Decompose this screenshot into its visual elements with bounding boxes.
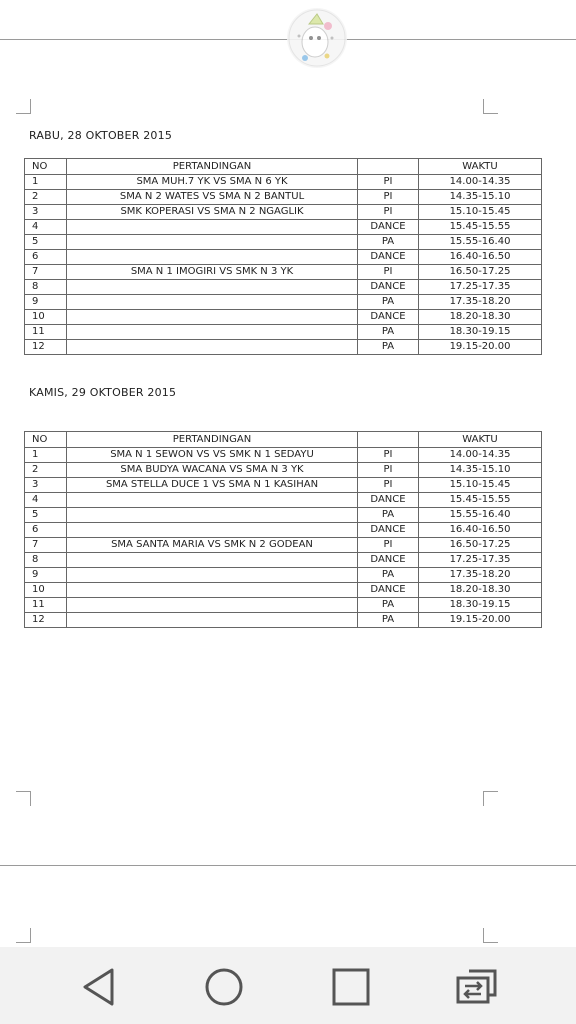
table-row xyxy=(25,205,542,220)
row-category: DANCE xyxy=(358,553,419,568)
row-match xyxy=(67,613,358,628)
row-time: 18.30-19.15 xyxy=(419,325,542,340)
row-number: 10 xyxy=(25,583,67,598)
table-row xyxy=(25,508,542,523)
row-category: PI xyxy=(358,205,419,220)
back-button[interactable] xyxy=(76,965,120,1009)
row-category: PA xyxy=(358,340,419,355)
table-row xyxy=(25,583,542,598)
row-number: 5 xyxy=(25,235,67,250)
row-match xyxy=(67,583,358,598)
row-time: 15.55-16.40 xyxy=(419,235,542,250)
row-category: PA xyxy=(358,295,419,310)
home-circle-icon xyxy=(204,967,244,1007)
row-time: 16.40-16.50 xyxy=(419,250,542,265)
table-row xyxy=(25,250,542,265)
row-number: 9 xyxy=(25,568,67,583)
table-row xyxy=(25,553,542,568)
row-category: PA xyxy=(358,235,419,250)
navigation-bar xyxy=(0,947,576,1024)
recents-square-icon xyxy=(332,968,370,1006)
row-time: 17.25-17.35 xyxy=(419,553,542,568)
row-match: SMA N 1 IMOGIRI VS SMK N 3 YK xyxy=(67,265,358,280)
row-category: PI xyxy=(358,265,419,280)
back-triangle-icon xyxy=(80,967,116,1007)
row-match xyxy=(67,568,358,583)
table-row xyxy=(25,340,542,355)
header-match: PERTANDINGAN xyxy=(67,432,358,448)
header-time: WAKTU xyxy=(419,159,542,175)
row-match xyxy=(67,295,358,310)
row-time: 14.35-15.10 xyxy=(419,463,542,478)
row-match xyxy=(67,523,358,538)
row-match xyxy=(67,340,358,355)
row-category: PA xyxy=(358,325,419,340)
table-row xyxy=(25,598,542,613)
header-match: PERTANDINGAN xyxy=(67,159,358,175)
row-number: 9 xyxy=(25,295,67,310)
row-match xyxy=(67,553,358,568)
table-row xyxy=(25,523,542,538)
row-category: PI xyxy=(358,175,419,190)
row-category: DANCE xyxy=(358,310,419,325)
row-number: 4 xyxy=(25,220,67,235)
table-header-row xyxy=(25,159,542,175)
row-match xyxy=(67,280,358,295)
row-time: 18.20-18.30 xyxy=(419,583,542,598)
row-category: PI xyxy=(358,448,419,463)
table-row xyxy=(25,463,542,478)
row-number: 8 xyxy=(25,280,67,295)
row-match xyxy=(67,493,358,508)
row-number: 12 xyxy=(25,613,67,628)
crop-mark-next-page-right xyxy=(483,928,498,943)
home-button[interactable] xyxy=(202,965,246,1009)
row-time: 16.50-17.25 xyxy=(419,538,542,553)
row-category: PI xyxy=(358,478,419,493)
table-row xyxy=(25,265,542,280)
row-time: 19.15-20.00 xyxy=(419,340,542,355)
table-row xyxy=(25,235,542,250)
crop-mark-lower-right xyxy=(483,791,498,806)
table-row xyxy=(25,538,542,553)
row-match: SMA MUH.7 YK VS SMA N 6 YK xyxy=(67,175,358,190)
table-row xyxy=(25,493,542,508)
schedule-table xyxy=(24,431,542,628)
row-category: PI xyxy=(358,463,419,478)
row-match: SMA STELLA DUCE 1 VS SMA N 1 KASIHAN xyxy=(67,478,358,493)
table-row xyxy=(25,325,542,340)
row-time: 15.55-16.40 xyxy=(419,508,542,523)
row-number: 3 xyxy=(25,205,67,220)
document-logo-icon xyxy=(287,8,347,68)
table-row xyxy=(25,478,542,493)
schedule-table xyxy=(24,158,542,355)
header-time: WAKTU xyxy=(419,432,542,448)
row-number: 7 xyxy=(25,538,67,553)
table-row xyxy=(25,175,542,190)
row-number: 5 xyxy=(25,508,67,523)
row-time: 14.35-15.10 xyxy=(419,190,542,205)
recents-button[interactable] xyxy=(329,965,373,1009)
header-category xyxy=(358,432,419,448)
row-number: 1 xyxy=(25,175,67,190)
table-header-row xyxy=(25,432,542,448)
row-number: 10 xyxy=(25,310,67,325)
row-time: 15.10-15.45 xyxy=(419,205,542,220)
row-number: 4 xyxy=(25,493,67,508)
row-match: SMA N 1 SEWON VS VS SMK N 1 SEDAYU xyxy=(67,448,358,463)
row-time: 14.00-14.35 xyxy=(419,175,542,190)
row-match xyxy=(67,325,358,340)
day-title: RABU, 28 OKTOBER 2015 xyxy=(29,129,173,142)
row-category: PA xyxy=(358,613,419,628)
row-category: DANCE xyxy=(358,583,419,598)
crop-mark-next-page-left xyxy=(16,928,31,943)
row-category: PA xyxy=(358,598,419,613)
row-number: 7 xyxy=(25,265,67,280)
row-time: 14.00-14.35 xyxy=(419,448,542,463)
row-category: DANCE xyxy=(358,250,419,265)
day-title: KAMIS, 29 OKTOBER 2015 xyxy=(29,386,177,399)
row-number: 6 xyxy=(25,250,67,265)
table-row xyxy=(25,190,542,205)
table-row xyxy=(25,220,542,235)
row-time: 17.25-17.35 xyxy=(419,280,542,295)
row-match xyxy=(67,220,358,235)
row-time: 18.20-18.30 xyxy=(419,310,542,325)
table-row xyxy=(25,568,542,583)
row-time: 15.45-15.55 xyxy=(419,493,542,508)
crop-mark-top-left xyxy=(16,99,31,114)
row-time: 16.40-16.50 xyxy=(419,523,542,538)
table-row xyxy=(25,613,542,628)
row-number: 11 xyxy=(25,598,67,613)
table-row xyxy=(25,310,542,325)
table-row xyxy=(25,280,542,295)
switch-apps-button[interactable] xyxy=(455,965,499,1009)
row-match: SMA BUDYA WACANA VS SMA N 3 YK xyxy=(67,463,358,478)
row-time: 16.50-17.25 xyxy=(419,265,542,280)
row-category: PA xyxy=(358,568,419,583)
row-number: 1 xyxy=(25,448,67,463)
row-category: PA xyxy=(358,508,419,523)
table-row xyxy=(25,448,542,463)
crop-mark-top-right xyxy=(483,99,498,114)
row-time: 15.45-15.55 xyxy=(419,220,542,235)
row-number: 12 xyxy=(25,340,67,355)
header-no: NO xyxy=(25,159,67,175)
row-category: PI xyxy=(358,538,419,553)
row-category: DANCE xyxy=(358,220,419,235)
row-match: SMA SANTA MARIA VS SMK N 2 GODEAN xyxy=(67,538,358,553)
row-number: 2 xyxy=(25,463,67,478)
row-match xyxy=(67,508,358,523)
row-match: SMA N 2 WATES VS SMA N 2 BANTUL xyxy=(67,190,358,205)
row-time: 15.10-15.45 xyxy=(419,478,542,493)
row-time: 17.35-18.20 xyxy=(419,568,542,583)
row-number: 6 xyxy=(25,523,67,538)
row-match xyxy=(67,250,358,265)
header-category xyxy=(358,159,419,175)
row-category: DANCE xyxy=(358,523,419,538)
row-time: 18.30-19.15 xyxy=(419,598,542,613)
row-number: 3 xyxy=(25,478,67,493)
crop-mark-lower-left xyxy=(16,791,31,806)
table-row xyxy=(25,295,542,310)
row-time: 19.15-20.00 xyxy=(419,613,542,628)
row-category: DANCE xyxy=(358,493,419,508)
row-match xyxy=(67,235,358,250)
row-number: 2 xyxy=(25,190,67,205)
header-no: NO xyxy=(25,432,67,448)
switch-apps-icon xyxy=(455,969,499,1005)
row-category: DANCE xyxy=(358,280,419,295)
row-number: 11 xyxy=(25,325,67,340)
row-match: SMK KOPERASI VS SMA N 2 NGAGLIK xyxy=(67,205,358,220)
row-time: 17.35-18.20 xyxy=(419,295,542,310)
row-match xyxy=(67,310,358,325)
row-category: PI xyxy=(358,190,419,205)
row-number: 8 xyxy=(25,553,67,568)
row-match xyxy=(67,598,358,613)
page-bottom-edge xyxy=(0,865,576,866)
